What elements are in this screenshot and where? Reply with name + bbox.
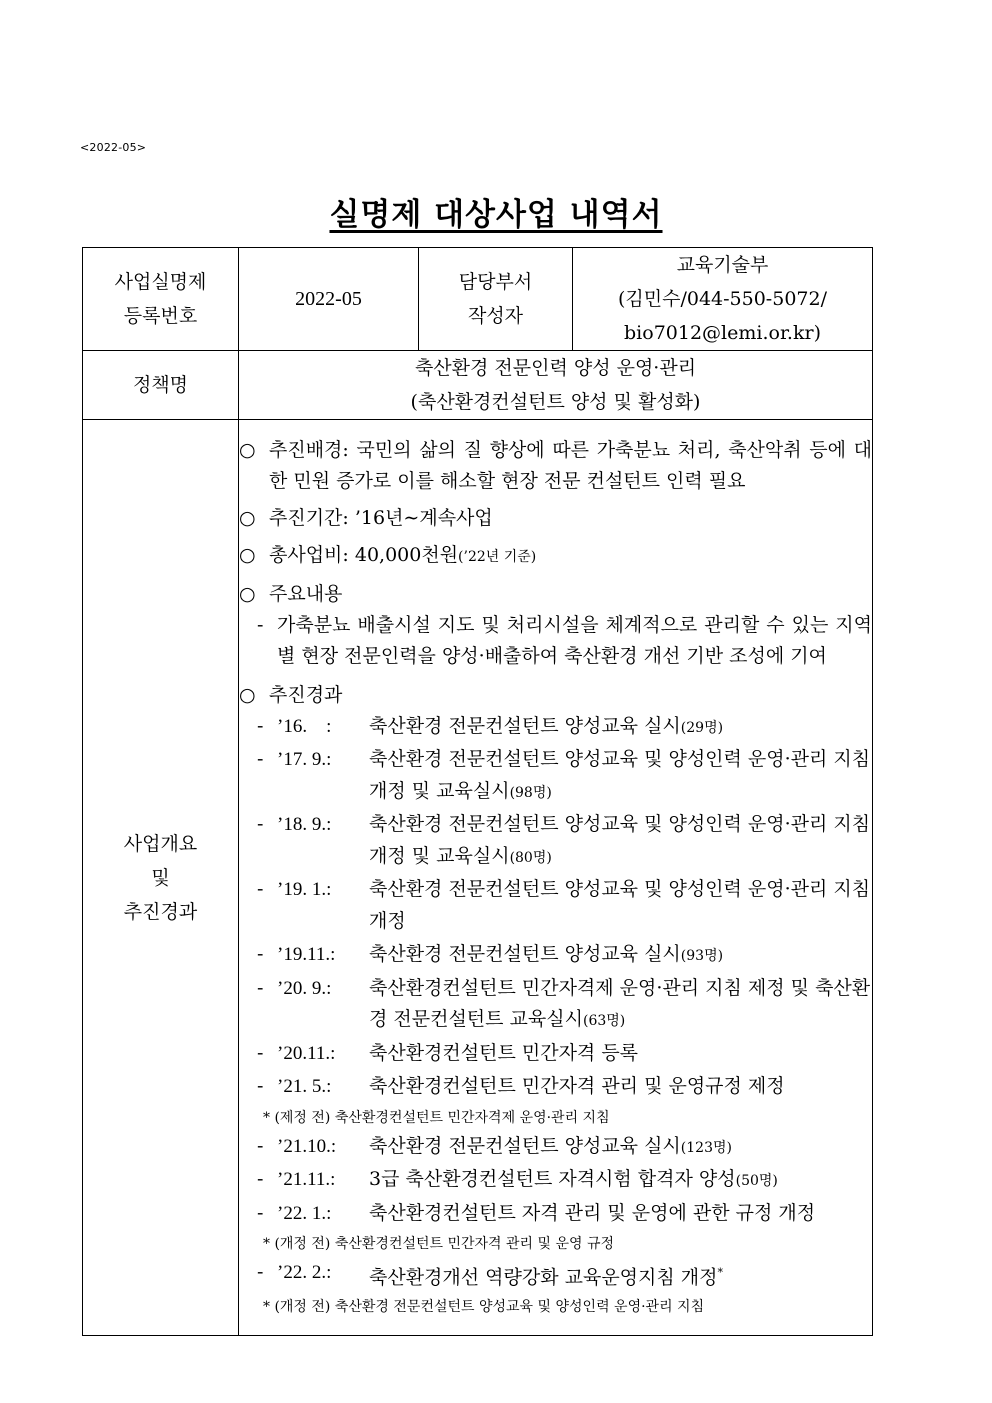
period-text: 추진기간: ’16년∼계속사업 xyxy=(269,506,493,529)
history-date: ’19. 1.: xyxy=(277,879,332,901)
history-count: (123명) xyxy=(680,1139,732,1156)
history-item xyxy=(257,1198,872,1232)
content-item xyxy=(257,610,872,672)
history-item xyxy=(257,1164,872,1198)
reg-number-cell xyxy=(239,248,419,351)
history-note: * (개정 전) 축산환경컨설턴트 민간자격 관리 및 운영 규정 xyxy=(263,1236,615,1253)
history-date: ’21.10.: xyxy=(277,1135,337,1157)
history-text: 축산환경컨설턴트 민간자격 등록 xyxy=(369,1041,639,1064)
history-date: ’16. : xyxy=(277,715,332,737)
reg-label-line2: 등록번호 xyxy=(123,305,198,327)
content-title: 주요내용 xyxy=(269,582,343,605)
history-count: (50명) xyxy=(735,1173,778,1190)
history-item xyxy=(257,1257,872,1294)
reg-label-cell xyxy=(83,248,239,351)
dash-bullet-icon: - xyxy=(257,976,264,999)
overview-row xyxy=(83,420,873,1336)
content-title-item xyxy=(239,579,872,610)
history-note: * (개정 전) 축산환경 전문컨설턴트 양성교육 및 양성인력 운영·관리 지침 xyxy=(263,1299,705,1316)
period-item xyxy=(239,503,872,534)
dash-bullet-icon: - xyxy=(257,1261,264,1284)
dept-contact-person: (김민수/044-550-5072/ xyxy=(617,288,827,310)
history-title-item xyxy=(239,680,872,711)
dept-contact-email: bio7012@lemi.or.kr) xyxy=(624,322,821,344)
history-date: ’21. 5.: xyxy=(277,1076,332,1098)
dash-bullet-icon: - xyxy=(257,1168,264,1191)
history-count: (93명) xyxy=(680,948,724,965)
background-text: 추진배경: 국민의 삶의 질 향상에 따른 가축분뇨 처리, 축산악취 등에 대한 민원 증가로 이를 해소할 현장 전문 컨설턴트 인력 필요 xyxy=(269,438,872,492)
history-text: 축산환경컨설턴트 자격 관리 및 운영에 관한 규정 개정 xyxy=(369,1201,816,1224)
dept-label-line1: 담당부서 xyxy=(458,271,533,293)
dash-bullet-icon: - xyxy=(257,878,264,901)
budget-note: (’22년 기준) xyxy=(458,548,537,565)
history-text: 축산환경개선 역량강화 교육운영지침 개정 xyxy=(369,1266,718,1289)
dept-contact-cell xyxy=(573,248,873,351)
header-row xyxy=(83,248,873,351)
history-item xyxy=(257,1038,872,1072)
project-table xyxy=(82,247,873,1336)
history-date: ’22. 2.: xyxy=(277,1262,332,1284)
background-item xyxy=(239,435,872,497)
history-text: 축산환경 전문컨설턴트 양성교육 및 양성인력 운영·관리 지침개정 및 교육실시 xyxy=(369,748,871,802)
history-text: 축산환경 전문컨설턴트 양성교육 실시 xyxy=(369,714,681,737)
history-text: 3급 축산환경컨설턴트 자격시험 합격자 양성 xyxy=(369,1168,736,1191)
dash-bullet-icon: - xyxy=(257,813,264,836)
page-title: 실명제 대상사업 내역서 xyxy=(329,197,663,233)
circle-bullet-icon: ○ xyxy=(239,543,256,566)
dash-bullet-icon: - xyxy=(257,613,264,636)
history-count: (98명) xyxy=(509,784,552,801)
circle-bullet-icon: ○ xyxy=(239,506,256,529)
budget-main: 총사업비: 40,000천원 xyxy=(269,543,459,566)
history-item xyxy=(257,973,872,1038)
circle-bullet-icon: ○ xyxy=(239,582,256,605)
dash-bullet-icon: - xyxy=(257,1041,264,1064)
history-item xyxy=(257,809,872,874)
reg-label-line1: 사업실명제 xyxy=(114,271,207,293)
history-date: ’22. 1.: xyxy=(277,1202,332,1224)
history-text: 축산환경 전문컨설턴트 양성교육 실시 xyxy=(369,1134,681,1157)
circle-bullet-icon: ○ xyxy=(239,438,256,461)
dash-bullet-icon: - xyxy=(257,1075,264,1098)
dash-bullet-icon: - xyxy=(257,714,264,737)
dash-bullet-icon: - xyxy=(257,748,264,771)
dash-bullet-icon: - xyxy=(257,943,264,966)
history-text: 축산환경컨설턴트 민간자격 관리 및 운영규정 제정 xyxy=(369,1075,785,1098)
policy-name-line2: (축산환경컨설턴트 양성 및 활성화) xyxy=(410,391,701,413)
history-text: 축산환경 전문컨설턴트 양성교육 및 양성인력 운영·관리 지침개정 및 교육실시 xyxy=(369,813,871,867)
history-date: ’20.11.: xyxy=(277,1042,336,1064)
history-date: ’17. 9.: xyxy=(277,749,332,771)
history-date: ’20. 9.: xyxy=(277,977,332,999)
content-item-text: 가축분뇨 배출시설 지도 및 처리시설을 체계적으로 관리할 수 있는 지역별 현장 전문인력을 양성·배출하여 축산환경 개선 기반 조성에 기여 xyxy=(277,613,872,667)
dept-label-cell xyxy=(419,248,573,351)
history-item xyxy=(257,744,872,809)
history-count: (29명) xyxy=(680,719,724,736)
dash-bullet-icon: - xyxy=(257,1134,264,1157)
reg-number: 2022-05 xyxy=(295,288,362,310)
overview-label-cell xyxy=(83,420,239,1336)
dept-name: 교육기술부 xyxy=(676,254,769,276)
overview-label-line1: 사업개요 xyxy=(123,832,198,855)
history-text: 축산환경 전문컨설턴트 양성교육 및 양성인력 운영·관리 지침개정 xyxy=(369,878,871,932)
dash-bullet-icon: - xyxy=(257,1201,264,1224)
policy-name-line1: 축산환경 전문인력 양성 운영·관리 xyxy=(414,357,697,379)
dept-label-line2: 작성자 xyxy=(467,305,524,327)
history-text: 축산환경 전문컨설턴트 양성교육 실시 xyxy=(369,943,681,966)
policy-label: 정책명 xyxy=(83,351,239,420)
budget-item xyxy=(239,540,872,573)
history-title: 추진경과 xyxy=(269,683,343,706)
overview-content-cell xyxy=(239,420,873,1336)
history-note: * (제정 전) 축산환경컨설턴트 민간자격제 운영·관리 지침 xyxy=(263,1109,610,1126)
history-date: ’19.11.: xyxy=(277,944,336,966)
document-number: <2022-05> xyxy=(80,141,147,154)
overview-label-line3: 추진경과 xyxy=(123,900,198,923)
history-date: ’21.11.: xyxy=(277,1169,336,1191)
history-item xyxy=(257,939,872,973)
history-item xyxy=(257,1131,872,1165)
history-count: (63명) xyxy=(582,1013,626,1030)
history-count: (80명) xyxy=(509,849,552,866)
history-item xyxy=(257,874,872,939)
circle-bullet-icon: ○ xyxy=(239,683,256,706)
policy-name-cell xyxy=(239,351,873,420)
policy-row xyxy=(83,351,873,420)
asterisk-mark: * xyxy=(717,1266,723,1280)
history-date: ’18. 9.: xyxy=(277,814,332,836)
history-text: 축산환경컨설턴트 민간자격제 운영·관리 지침 제정 및 축산환경 전문컨설턴트 교육실시 xyxy=(369,976,871,1031)
overview-label-line2: 및 xyxy=(151,866,170,889)
budget-text xyxy=(269,540,872,573)
history-item xyxy=(257,1071,872,1105)
history-item xyxy=(257,711,872,745)
